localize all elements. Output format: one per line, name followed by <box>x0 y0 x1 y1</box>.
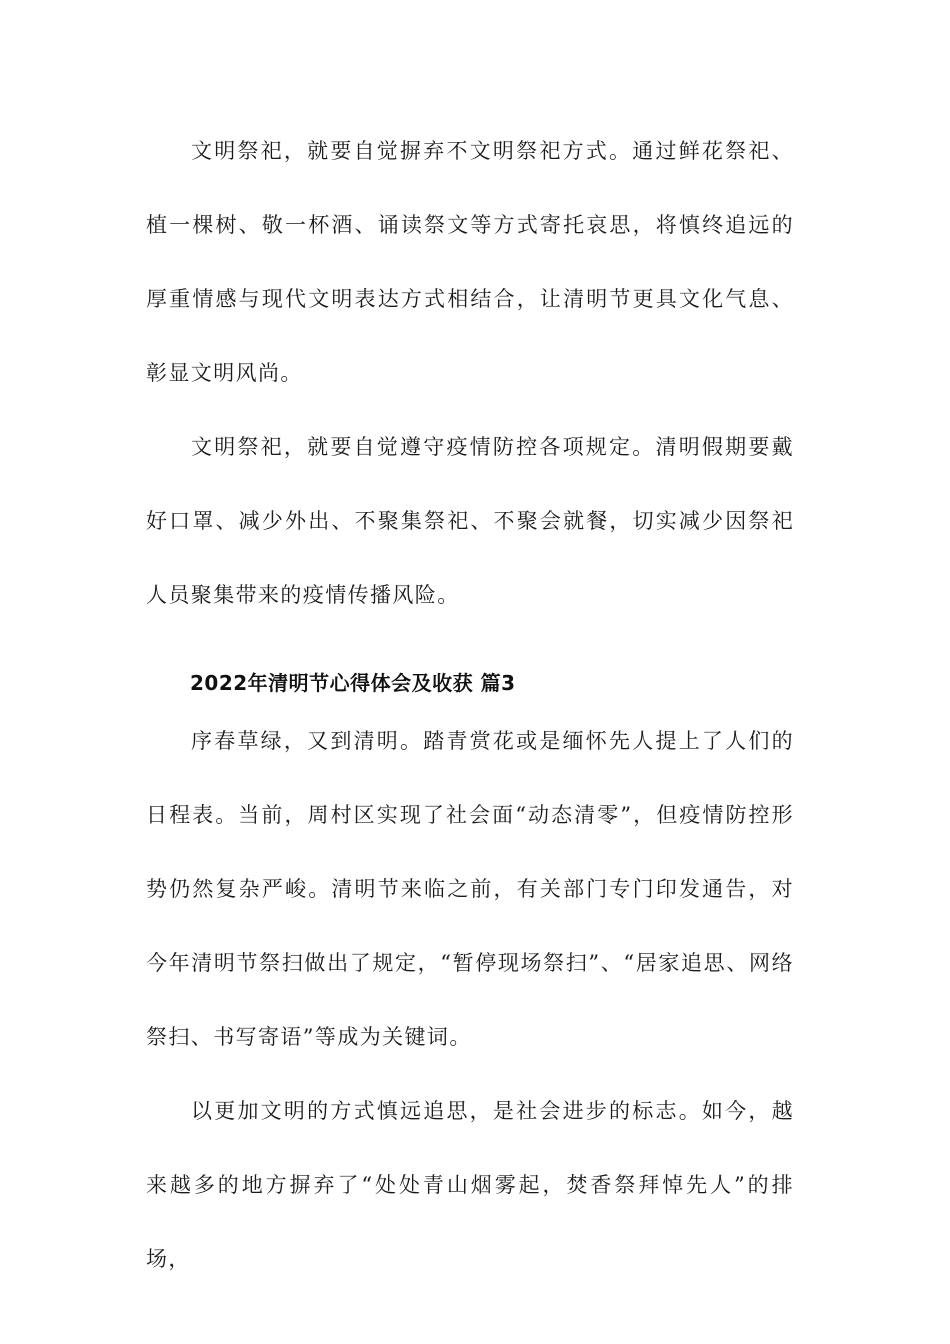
paragraph-epidemic-rules: 文明祭祀，就要自觉遵守疫情防控各项规定。清明假期要戴好口罩、减少外出、不聚集祭祀、不聚会就餐，切实减少因祭祀人员聚集带来的疫情传播风险。 <box>146 435 794 607</box>
paragraph-spring-qingming: 序春草绿，又到清明。踏青赏花或是缅怀先人提上了人们的日程表。当前，周村区实现了社会面“动态清零”，但疫情防控形势仍然复杂严峻。清明节来临之前，有关部门专门印发通告，对今年清明节祭扫做出了规定，“暂停现场祭扫”、“居家追思、网络祭扫、书写寄语”等成为关键词。 <box>146 729 794 1049</box>
section-heading: 2022年清明节心得体会及收获 篇3 <box>190 671 516 695</box>
paragraph-civilized-worship: 文明祭祀，就要自觉摒弃不文明祭祀方式。通过鲜花祭祀、植一棵树、敬一杯酒、诵读祭文等方式寄托哀思，将慎终追远的厚重情感与现代文明表达方式相结合，让清明节更具文化气息、彰显文明风尚。 <box>146 139 794 385</box>
paragraph-social-progress: 以更加文明的方式慎远追思，是社会进步的标志。如今，越来越多的地方摒弃了“处处青山烟雾起，焚香祭拜悼先人”的排场， <box>146 1099 794 1271</box>
